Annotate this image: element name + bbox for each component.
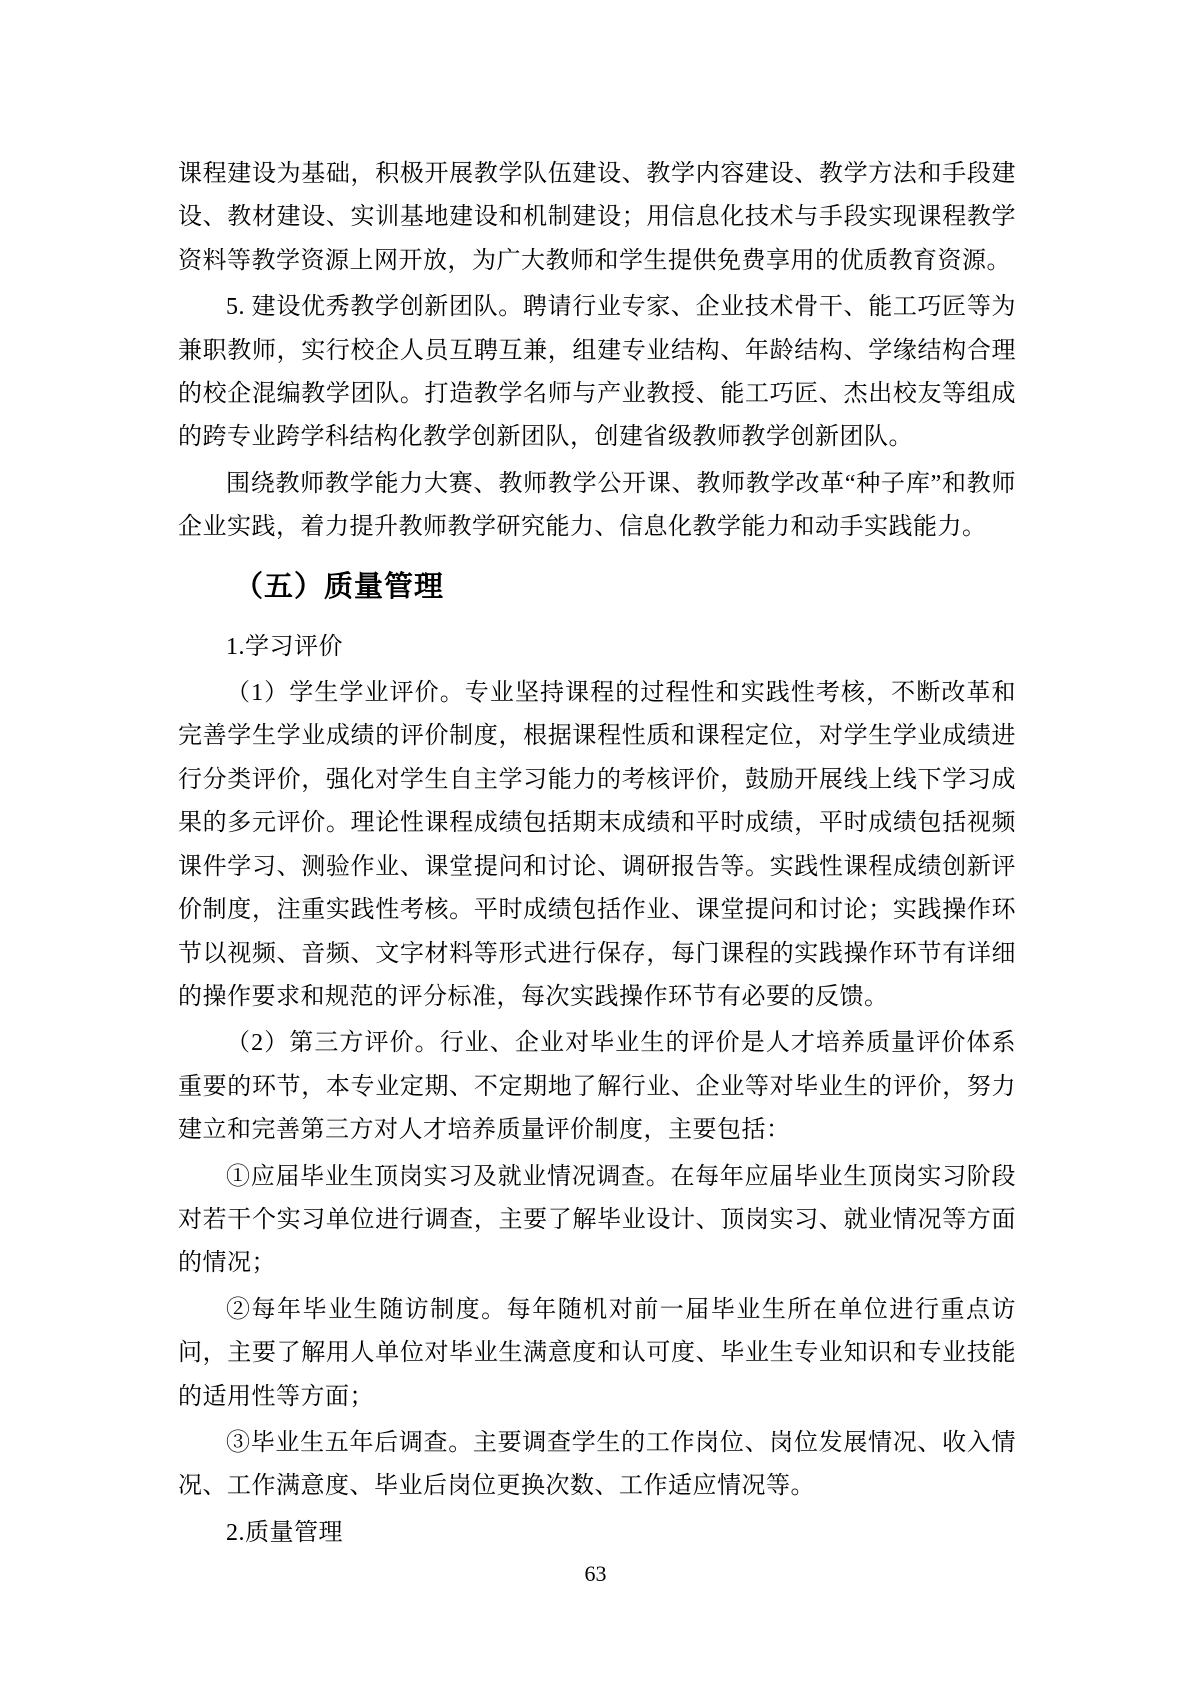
page-number: 63 <box>584 1561 607 1586</box>
paragraph-student-academic-evaluation: （1）学生学业评价。专业坚持课程的过程性和实践性考核，不断改革和完善学生学业成绩的评价制度，根据课程性质和课程定位，对学生学业成绩进行分类评价，强化对学生自主学习能力的考核评价，鼓励开展线上线下学习成果的多元评价。理论性课程成绩包括期末成绩和平时成绩，平时成绩包括视频课件学习、测验作业、课堂提问和讨论、调研报告等。实践性课程成绩创新评价制度，注重实践性考核。平时成绩包括作业、课堂提问和讨论；实践操作环节以视频、音频、文字材料等形式进行保存，每门课程的实践操作环节有详细的操作要求和规范的评分标准，每次实践操作环节有必要的反馈。 <box>178 680 1016 1010</box>
page-footer <box>0 1561 1191 1587</box>
paragraph-item-1-internship-employment-survey: ①应届毕业生顶岗实习及就业情况调查。在每年应届毕业生顶岗实习阶段对若干个实习单位进行调查，主要了解毕业设计、顶岗实习、就业情况等方面的情况； <box>178 1163 1016 1277</box>
paragraph-course-construction-continuation: 课程建设为基础，积极开展教学队伍建设、教学内容建设、教学方法和手段建设、教材建设、实训基地建设和机制建设；用信息化技术与手段实现课程教学资料等教学资源上网开放，为广大教师和学生提供免费享用的优质教育资源。 <box>178 161 1016 274</box>
paragraph-teacher-ability-competitions: 围绕教师教学能力大赛、教师教学公开课、教师教学改革“种子库”和教师企业实践，着力提升教师教学研究能力、信息化教学能力和动手实践能力。 <box>178 470 1016 541</box>
paragraph-2-quality-management-title: 2.质量管理 <box>226 1519 343 1546</box>
paragraph-third-party-evaluation: （2）第三方评价。行业、企业对毕业生的评价是人才培养质量评价体系重要的环节，本专业定期、不定期地了解行业、企业等对毕业生的评价，努力建立和完善第三方对人才培养质量评价制度，主要包括： <box>178 1030 1016 1144</box>
section-heading-quality-management: （五）质量管理 <box>234 570 445 603</box>
paragraph-item-2-graduate-follow-up-system: ②每年毕业生随访制度。每年随机对前一届毕业生所在单位进行重点访问，主要了解用人单位对毕业生满意度和认可度、毕业生专业知识和专业技能的适用性等方面； <box>178 1296 1016 1410</box>
paragraph-item-3-five-year-survey: ③毕业生五年后调查。主要调查学生的工作岗位、岗位发展情况、收入情况、工作满意度、毕业后岗位更换次数、工作适应情况等。 <box>178 1429 1016 1500</box>
paragraph-1-learning-evaluation-title: 1.学习评价 <box>226 633 343 660</box>
paragraph-5-teaching-innovation-team: 5. 建设优秀教学创新团队。聘请行业专家、企业技术骨干、能工巧匠等为兼职教师，实行校企人员互聘互兼，组建专业结构、年龄结构、学缘结构合理的校企混编教学团队。打造教学名师与产业教授、能工巧匠、杰出校友等组成的跨专业跨学科结构化教学创新团队，创建省级教师教学创新团队。 <box>178 294 1016 451</box>
document-body <box>178 153 1016 1558</box>
